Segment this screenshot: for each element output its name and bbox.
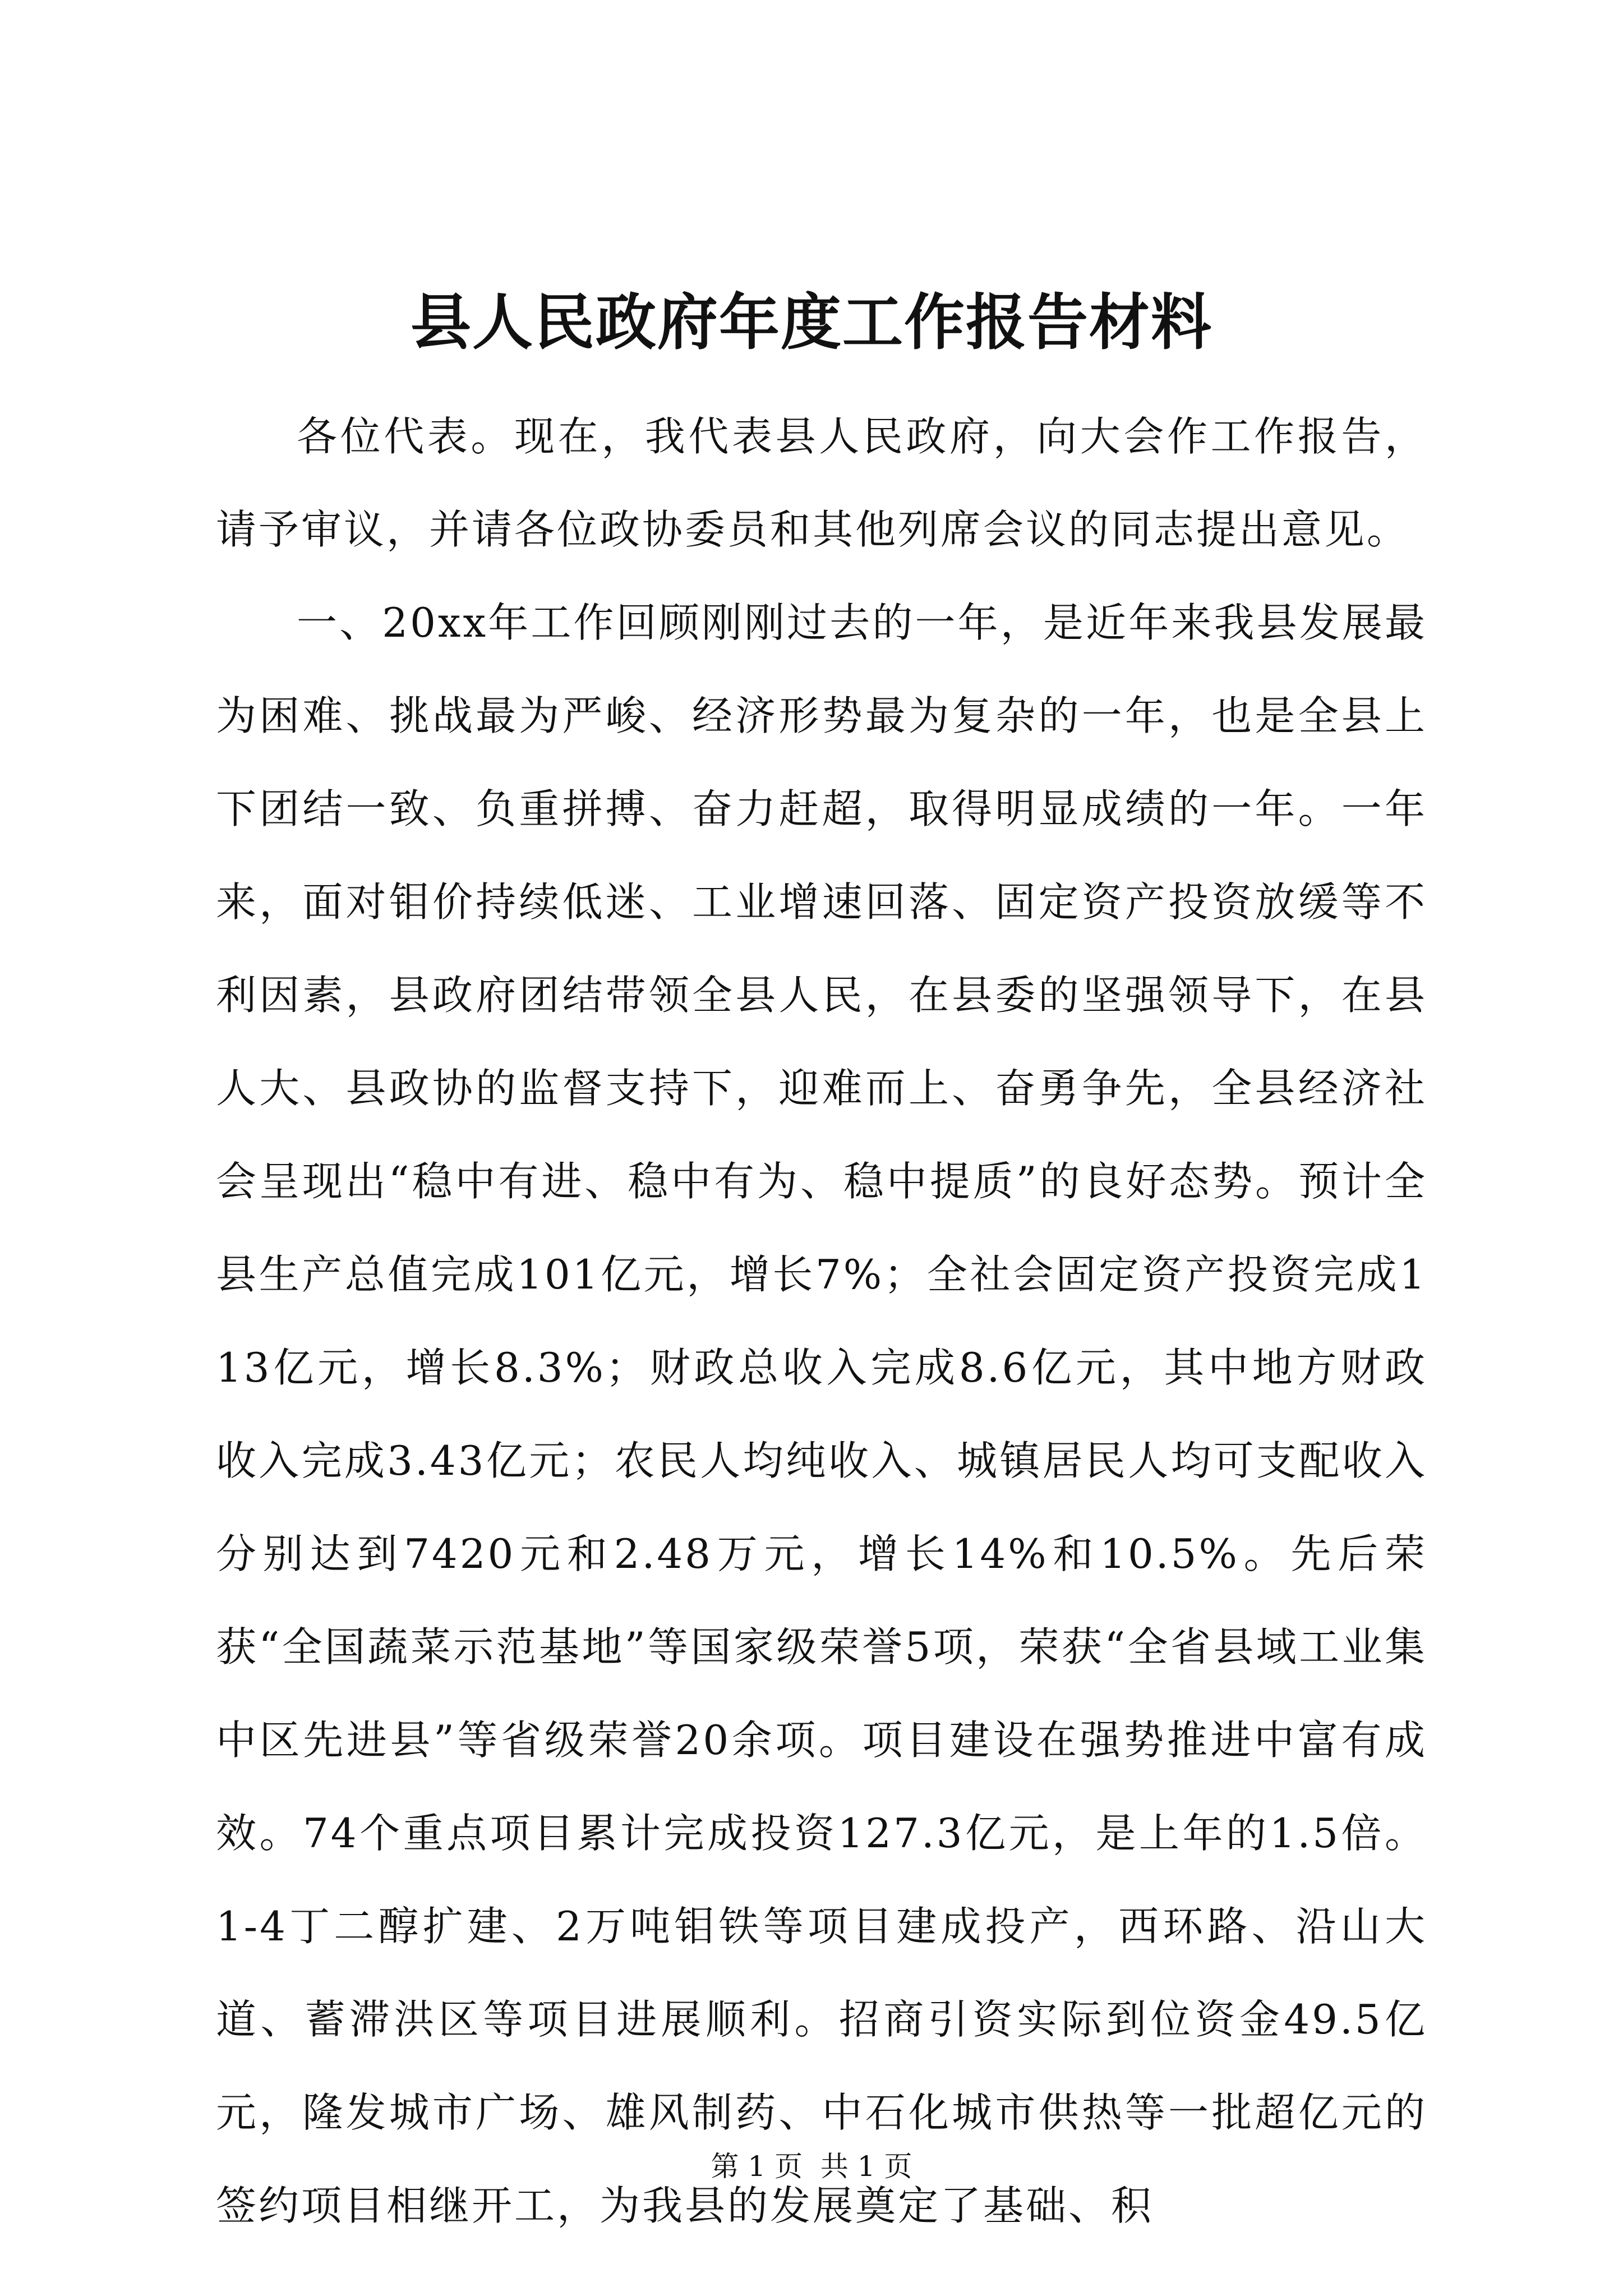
page-number-label: 第 1 页 共 1 页 bbox=[711, 2150, 912, 2183]
document-title: 县人民政府年度工作报告材料 bbox=[410, 287, 1212, 358]
document-body bbox=[216, 390, 1427, 2252]
paragraph-review: 一、20xx年工作回顾刚刚过去的一年，是近年来我县发展最为困难、挑战最为严峻、经济形势最为复杂的一年，也是全县上下团结一致、负重拼搏、奋力赶超，取得明显成绩的一年。一年来，面对钼价持续低迷、工业增速回落、固定资产投资放缓等不利因素，县政府团结带领全县人民，在县委的坚强领导下，在县人大、县政协的监督支持下，迎难而上、奋勇争先，全县经济社会呈现出“稳中有进、稳中有为、稳中提质”的良好态势。预计全县生产总值完成101亿元，增长7%；全社会固定资产投资完成113亿元，增长8.3%；财政总收入完成8.6亿元，其中地方财政收入完成3.43亿元；农民人均纯收入、城镇居民人均可支配收入分别达到7420元和2.48万元，增长14%和10.5%。先后荣获“全国蔬菜示范基地”等国家级荣誉5项，荣获“全省县域工业集中区先进县”等省级荣誉20余项。项目建设在强势推进中富有成效。74个重点项目累计完成投资127.3亿元，是上年的1.5倍。1-4丁二醇扩建、2万吨钼铁等项目建成投产，西环路、沿山大道、蓄滞洪区等项目进展顺利。招商引资实际到位资金49.5亿元，隆发城市广场、雄风制药、中石化城市供热等一批超亿元的签约项目相继开工，为我县的发展奠定了基础、积 bbox=[216, 599, 1427, 2229]
page-footer bbox=[0, 2148, 1623, 2184]
paragraph-opening: 各位代表。现在，我代表县人民政府，向大会作工作报告，请予审议，并请各位政协委员和其他列席会议的同志提出意见。 bbox=[216, 413, 1427, 553]
